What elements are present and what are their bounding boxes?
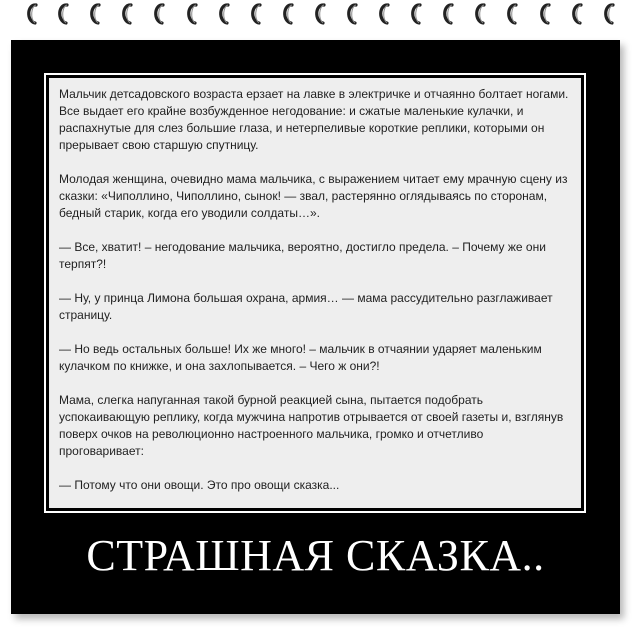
binding-ring-icon bbox=[183, 1, 201, 27]
binding-ring-icon bbox=[568, 1, 586, 27]
binding-ring-icon bbox=[439, 1, 457, 27]
binding-ring-icon bbox=[343, 1, 361, 27]
binding-ring-icon bbox=[536, 1, 554, 27]
binding-ring-icon bbox=[407, 1, 425, 27]
binding-ring-icon bbox=[503, 1, 521, 27]
binding-ring-icon bbox=[600, 1, 618, 27]
story-paragraph: Мальчик детсадовского возраста ерзает на лавке в электричке и отчаянно болтает ногами. Все выдает его крайне возбужденное негодование: и сжатые маленькие кулачки, и распахнутые для слез большие глаза, и нетерпеливые короткие реплики, которыми он прерывает свою старшую спутницу. bbox=[59, 87, 569, 152]
binding-ring-icon bbox=[375, 1, 393, 27]
binding-ring-icon bbox=[150, 1, 168, 27]
story-paragraph: — Все, хватит! – негодование мальчика, вероятно, достигло предела. – Почему же они терпят?! bbox=[59, 240, 546, 271]
story-text bbox=[49, 78, 581, 508]
story-paragraph: Молодая женщина, очевидно мама мальчика, с выражением читает ему мрачную сцену из сказки: «Чиполлино, Чиполлино, сынок! — звал, растерянно оглядываясь по сторонам, бедный старик, когда его уводили солдаты…». bbox=[59, 172, 568, 220]
story-paragraph: — Ну, у принца Лимона большая охрана, армия… — мама рассудительно разглаживает страницу. bbox=[59, 291, 553, 322]
poster bbox=[11, 40, 620, 614]
binding-ring-icon bbox=[311, 1, 329, 27]
text-frame bbox=[44, 73, 586, 513]
binding-ring-icon bbox=[215, 1, 233, 27]
spiral-binding bbox=[0, 0, 634, 40]
binding-ring-icon bbox=[247, 1, 265, 27]
story-paragraph: — Но ведь остальных больше! Их же много! – мальчик в отчаянии ударяет маленьким кулачком по книжке, и она захлопывается. – Чего ж они?! bbox=[59, 342, 542, 373]
binding-ring-icon bbox=[118, 1, 136, 27]
story-paragraph: — Потому что они овощи. Это про овощи сказка... bbox=[59, 478, 340, 492]
story-paragraph: Мама, слегка напуганная такой бурной реакцией сына, пытается подобрать успокаивающую реплику, когда мужчина напротив отрывается от своей газеты и, взглянув поверх очков на революционно настроенного мальчика, громко и отчетливо проговаривает: bbox=[59, 393, 564, 458]
binding-ring-icon bbox=[23, 1, 41, 27]
poster-title: СТРАШНАЯ СКАЗКА.. bbox=[86, 531, 545, 580]
binding-ring-icon bbox=[86, 1, 104, 27]
binding-ring-icon bbox=[54, 1, 72, 27]
binding-ring-icon bbox=[471, 1, 489, 27]
binding-ring-icon bbox=[279, 1, 297, 27]
